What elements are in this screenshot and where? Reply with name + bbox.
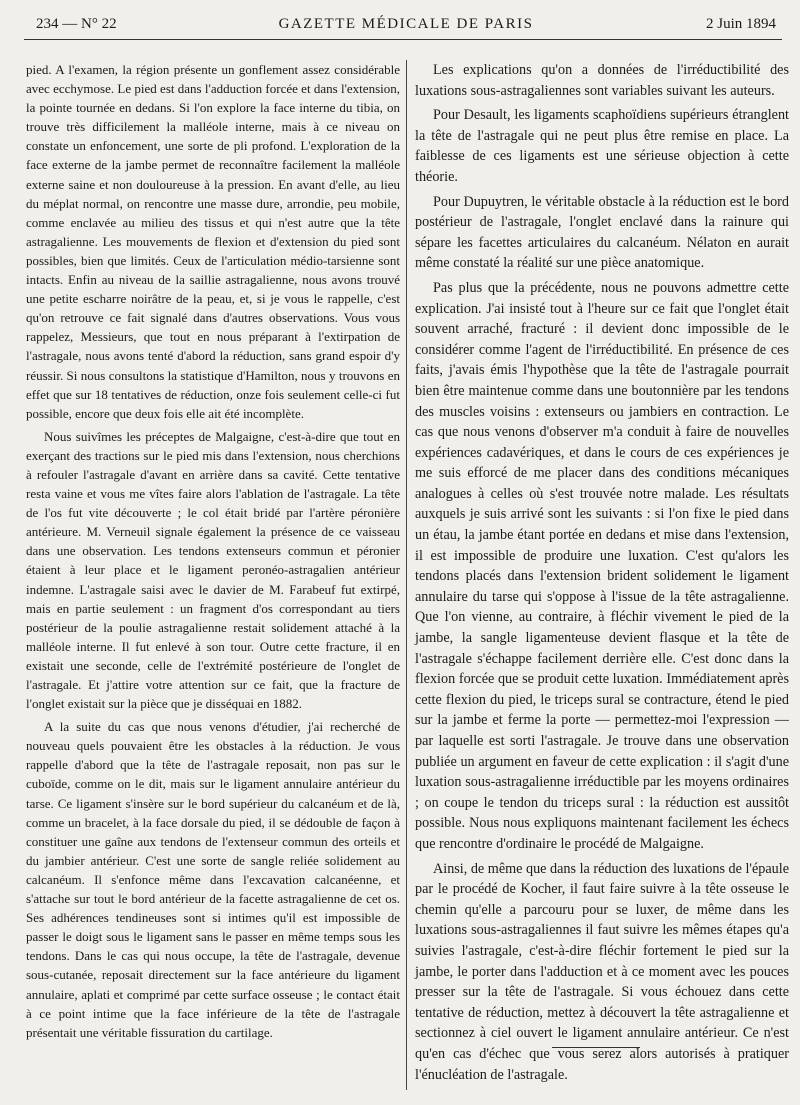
column-divider — [406, 60, 407, 1090]
page-header — [36, 16, 776, 40]
paragraph: Nous suivîmes les préceptes de Malgaigne, c'est-à-dire que tout en exerçant des tractions sur le pied mis dans l'extension, nous cherchions à refouler l'astragale d'avant en arrière dans sa cavité. Cette tentative resta vaine et vous me vîtes faire alors l'ablation de l'astragale. La tête de l'os fut vite découverte ; le col était bridé par l'artère péronière antérieure. M. Verneuil signale également la présence de ce vaisseau dans une observation. Les tendons extenseurs commun et péronier étaient à leur place et le ligament peronéo-astragalien antérieur indemne. L'astragale saisi avec le davier de M. Farabeuf fut extirpé, mais en partie seulement : un fragment d'os correspondant au tiers postérieur de la poulie astragalienne restait solidement attaché à la malléole interne. Il fut enlevé à son tour. Outre cette fracture, il en existait une seconde, celle de l'extrémité postérieure de l'onglet de l'astragale. Et j'attire votre attention sur ce fait, que la fracture de l'onglet existait sur la pièce que je disséquai en 1882. — [26, 428, 400, 712]
right-column — [415, 60, 789, 1085]
journal-title: GAZETTE MÉDICALE DE PARIS — [278, 16, 534, 32]
paragraph: A la suite du cas que nous venons d'étudier, j'ai recherché de nouveau quels pouvaient être les obstacles à la réduction. Je vous rappelle d'abord que la tête de l'astragale reposait, non pas sur le cuboïde, comme on le dit, mais sur le ligament annulaire antérieur du tarse. Ce ligament s'insère sur le bord supérieur du calcanéum et de là, comme un bracelet, à la face dorsale du pied, il se dédouble de façon à constituer une gaîne aux tendons de l'extenseur commun des orteils et du jambier antérieur. C'est une sorte de sangle reliée solidement au calcanéum. Il s'enfonce même dans l'excavation calcanéenne, et s'attache sur tout le bord antérieur de la facette astragalienne de cet os. Ses adhérences tendineuses sont si intimes qu'il est impossible de passer le doigt sous le ligament sans le passer en même temps sous les tendons. Dans le cas qui nous occupe, la tête de l'astragale, devenue sous-cutanée, reposait directement sur la face antérieure du ligament annulaire, aplati et comprimé par cette surface osseuse ; le contact était à ce point intime que la face inférieure de la tête de l'astragale présentait une véritable fissuration du cartilage. — [26, 719, 400, 1040]
left-column — [26, 60, 400, 1042]
article-end-rule — [552, 1047, 640, 1048]
paragraph: Les explications qu'on a données de l'irréductibilité des luxations sous-astragaliennes sont variables suivant les auteurs. — [415, 62, 789, 99]
paragraph: Pour Dupuytren, le véritable obstacle à la réduction est le bord postérieur de l'astragale, l'onglet enclavé dans la rainure qui sépare les facettes articulaires du calcanéum. Nélaton en aurait même constaté la réalité sur une pièce anatomique. — [415, 193, 789, 272]
header-rule — [24, 39, 782, 40]
paragraph: Ainsi, de même que dans la réduction des luxations de l'épaule par le procédé de Kocher, il faut faire suivre à la tête osseuse le chemin qu'elle a parcouru pour se luxer, de même dans les luxations sous-astragaliennes il faut suivre les mêmes étapes qu'a suivies l'astragale, c'est-à-dire fléchir fortement le pied sur la jambe, le porter dans l'adduction et à ce moment avec les pouces presser sur la tête de l'astragale. Si vous échouez dans cette tentative de réduction, mettez à découvert la tête astragalienne et sectionnez à ciel ouvert le ligament annulaire antérieur. Ce n'est qu'en cas d'échec que vous serez alors autorisés à pratiquer l'énucléation de l'astragale. — [415, 860, 789, 1083]
issue-date: 2 Juin 1894 — [705, 16, 776, 32]
paragraph: Pour Desault, les ligaments scaphoïdiens supérieurs étranglent la tête de l'astragale qui ne peut plus être remise en place. La faiblesse de ces ligaments est une sérieuse objection à cette théorie. — [415, 107, 789, 185]
paragraph: pied. A l'examen, la région présente un gonflement assez considérable avec ecchymose. Le pied est dans l'adduction forcée et dans l'extension, la pointe tournée en dedans. Si l'on explore la face interne du tibia, on trouve très difficilement la malléole interne, mais à ce niveau on constate un enfoncement, une sorte de pli profond. L'exploration de la face externe de la jambe permet de reconnaître facilement la malléole externe saine et non douloureuse à la pression. En avant d'elle, au lieu du méplat normal, on rencontre une masse dure, arrondie, peu mobile, comme enclavée au milieu des tissus et qui n'est autre que la tête astragalienne. Les mouvements de flexion et d'extension du pied sont possibles, bien que limités. Ceux de l'articulation médio-tarsienne sont intacts. Enfin au niveau de la saillie astragalienne, nous avons trouvé une petite escharre noirâtre de la peau, et, si je vous le rappelle, c'est qu'on retrouve ce fait signalé dans d'autres observations. Vous vous rappelez, Messieurs, que tout en nous préparant à l'extirpation de l'astragale, nous avons tenté d'abord la réduction, sans grand espoir d'y réussir. Si nous consultons la statistique d'Hamilton, nous y trouvons en effet que sur 18 tentatives de réduction, onze fois seulement celle-ci fut possible, encore que deux fois elle ait été incomplète. — [26, 62, 400, 421]
paragraph: Pas plus que la précédente, nous ne pouvons admettre cette explication. J'ai insisté tout à l'heure sur ce fait que l'onglet était souvent arraché, fracturé : il devient donc impossible de le considérer comme l'agent de l'irréductibilité. En présence de ces faits, j'avais émis l'hypothèse que la tête de l'astragale pourrait bien être maintenue comme dans une boutonnière par les tendons des muscles voisins : extenseurs ou jambiers en contraction. Le cas que nous venons d'observer m'a conduit à faire de nouvelles expériences cadavériques, et dans le cours de ces expériences je me suis efforcé de me placer dans des conditions mécaniques analogues à celles où s'est trouvée notre malade. Les résultats auxquels je suis arrivé sont les suivants : si l'on fixe le pied dans un étau, la jambe étant portée en dedans et mise dans l'extension, il est impossible de produire une luxation. C'est qu'alors les tendons placés dans l'extension brident solidement le ligament annulaire du tarse qui s'oppose à l'issue de la tête astragalienne. Que l'on vienne, au contraire, à fléchir vivement le pied de la jambe, la sangle ligamenteuse devient flasque et la tête de l'astragale s'échappe facilement derrière elle. C'est donc dans la flexion forcée que se produit cette luxation. Immédiatement après cette flexion du pied, le triceps sural se contracture, étend le pied sur la jambe et ferme la porte — permettez-moi l'expression — par laquelle est sorti l'astragale. Je trouve dans une observation publiée un argument en faveur de cette explication : il s'agit d'une luxation sous-astragalienne irréductible par les moyens ordinaires ; on coupe le tendon du triceps sural : la réduction est aussitôt possible. Nous nous expliquons maintenant facilement les échecs que rencontre d'ordinaire le procédé de Malgaigne. — [415, 279, 789, 852]
page-number: 234 — N° 22 — [36, 16, 117, 32]
